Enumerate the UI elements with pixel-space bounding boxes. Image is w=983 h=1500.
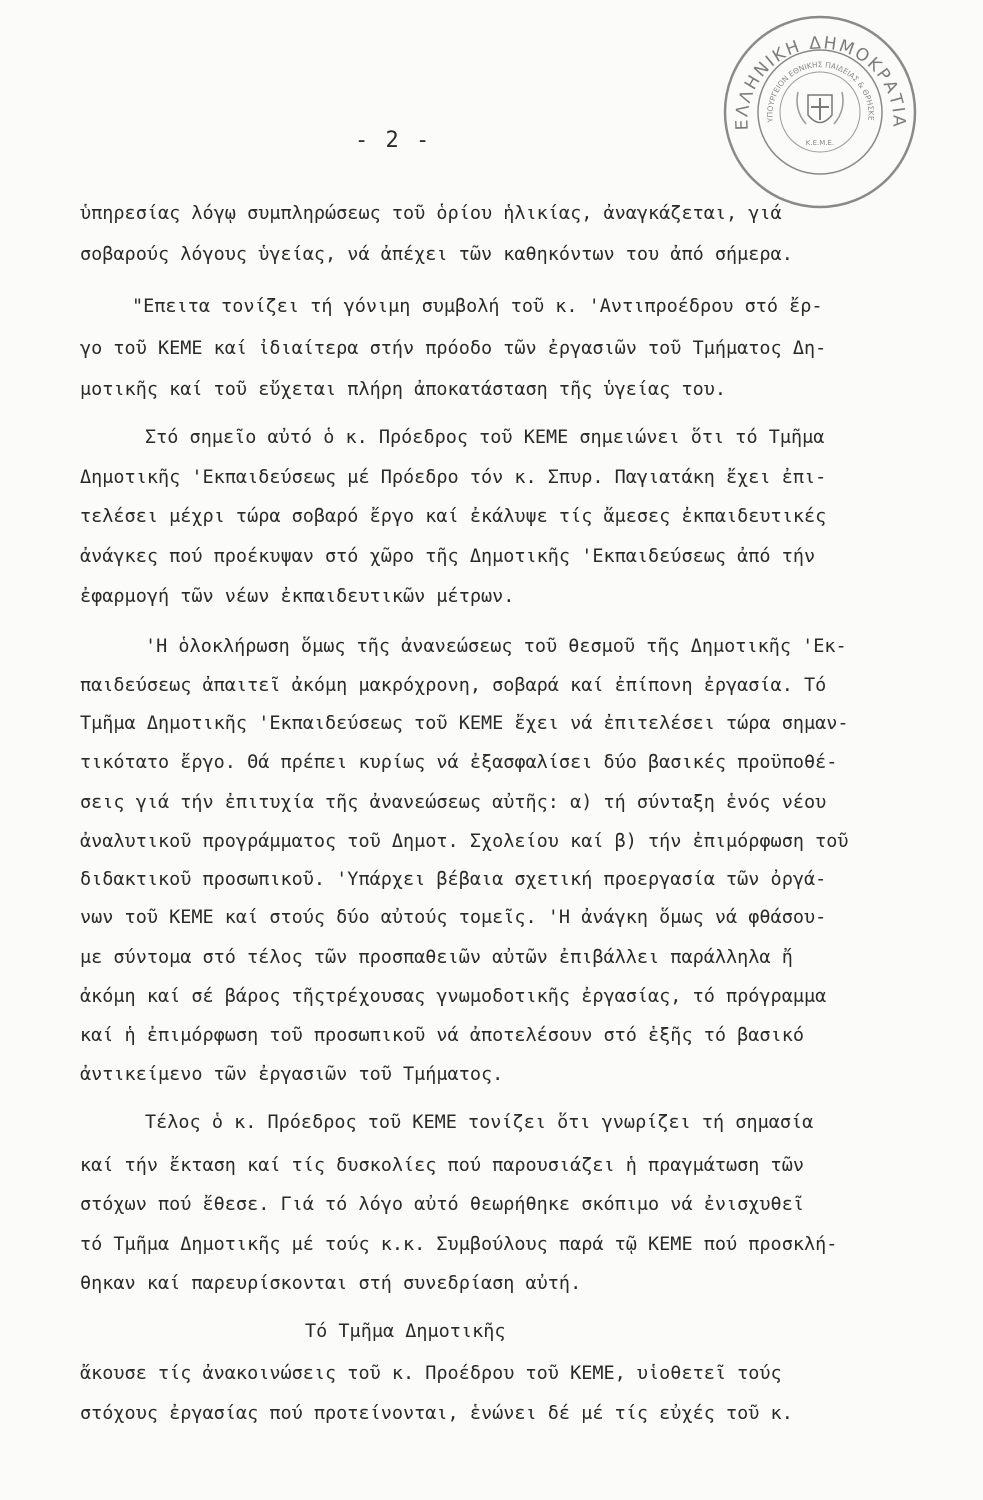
page-number: - 2 - — [355, 128, 432, 153]
text-line: Τέλος ὁ κ. Πρόεδρος τοῦ ΚΕΜΕ τονίζει ὅτι γνωρίζει τή σημασία — [145, 1112, 814, 1133]
text-line: στόχους ἐργασίας πού προτείνονται, ἑνώνει δέ μέ τίς εὐχές τοῦ κ. — [80, 1403, 793, 1424]
text-line: ἀκόμη καί σέ βάρος τῆςτρέχουσας γνωμοδοτικῆς ἐργασίας, τό πρόγραμμα — [80, 986, 827, 1007]
text-line: "Επειτα τονίζει τή γόνιμη συμβολή τοῦ κ. 'Αντιπροέδρου στό ἔρ- — [132, 296, 823, 317]
text-line: ἀναλυτικοῦ προγράμματος τοῦ Δημοτ. Σχολείου καί β) τήν ἐπιμόρφωση τοῦ — [80, 831, 849, 852]
text-line: ἐφαρμογή τῶν νέων ἐκπαιδευτικῶν μέτρων. — [80, 586, 515, 607]
text-line: ὑπηρεσίας λόγῳ συμπληρώσεως τοῦ ὁρίου ἡλικίας, ἀναγκάζεται, γιά — [80, 203, 782, 224]
text-line: καί τήν ἔκταση καί τίς δυσκολίες πού παρουσιάζει ἡ πραγμάτωση τῶν — [80, 1155, 804, 1176]
text-line: γο τοῦ ΚΕΜΕ καί ἰδιαίτερα στήν πρόοδο τῶν ἐργασιῶν τοῦ Τμήματος Δη- — [80, 338, 827, 359]
text-line: τελέσει μέχρι τώρα σοβαρό ἔργο καί ἐκάλυψε τίς ἄμεσες ἐκπαιδευτικές — [80, 506, 827, 527]
text-line: Στό σημεῖο αὐτό ὁ κ. Πρόεδρος τοῦ ΚΕΜΕ σημειώνει ὅτι τό Τμῆμα — [145, 427, 825, 448]
text-line: νων τοῦ ΚΕΜΕ καί στούς δύο αὐτούς τομεῖς. 'Η ἀνάγκη ὅμως νά φθάσου- — [80, 907, 827, 928]
official-stamp — [718, 10, 923, 215]
section-heading: Τό Τμῆμα Δημοτικῆς — [305, 1321, 506, 1342]
text-line: θηκαν καί παρευρίσκονται στή συνεδρίαση αὐτή. — [80, 1273, 582, 1294]
text-line: Τμῆμα Δημοτικῆς 'Εκπαιδεύσεως τοῦ ΚΕΜΕ ἔχει νά ἐπιτελέσει τώρα σημαν- — [80, 713, 849, 734]
stamp-center-text: Κ.Ε.Μ.Ε. — [805, 139, 835, 147]
text-line: Δημοτικῆς 'Εκπαιδεύσεως μέ Πρόεδρο τόν κ. Σπυρ. Παγιατάκη ἔχει ἐπι- — [80, 467, 827, 488]
coat-of-arms-icon — [797, 92, 843, 124]
text-line: σοβαρούς λόγους ὑγείας, νά ἀπέχει τῶν καθηκόντων του ἀπό σήμερα. — [80, 244, 793, 265]
stamp-seal-icon — [718, 10, 923, 215]
text-line: παιδεύσεως ἀπαιτεῖ ἀκόμη μακρόχρονη, σοβαρά καί ἐπίπονη ἐργασία. Τό — [80, 675, 827, 696]
text-line: ἀνάγκες πού προέκυψαν στό χῶρο τῆς Δημοτικῆς 'Εκπαιδεύσεως ἀπό τήν — [80, 546, 816, 567]
stamp-inner-text: ΥΠΟΥΡΓΕΙΟΝ ΕΘΝΙΚΗΣ ΠΑΙΔΕΙΑΣ & ΘΡΗΣΚΕ — [765, 60, 876, 123]
text-line: μοτικῆς καί τοῦ εὔχεται πλήρη ἀποκατάσταση τῆς ὑγείας του. — [80, 379, 727, 400]
text-line: καί ἡ ἐπιμόρφωση τοῦ προσωπικοῦ νά ἀποτελέσουν στό ἑξῆς τό βασικό — [80, 1025, 804, 1046]
text-line: 'Η ὁλοκλήρωση ὅμως τῆς ἀνανεώσεως τοῦ θεσμοῦ τῆς Δημοτικῆς 'Εκ- — [145, 636, 847, 657]
text-line: διδακτικοῦ προσωπικοῦ. 'Υπάρχει βέβαια σχετική προεργασία τῶν ὀργά- — [80, 869, 827, 890]
text-line: με σύντομα στό τέλος τῶν προσπαθειῶν αὐτῶν ἐπιβάλλει παράλληλα ἤ — [80, 947, 793, 968]
text-line: τικότατο ἔργο. Θά πρέπει κυρίως νά ἐξασφαλίσει δύο βασικές προϋποθέ- — [80, 752, 838, 773]
text-line: σεις γιά τήν ἐπιτυχία τῆς ἀνανεώσεως αὐτῆς: α) τή σύνταξη ἑνός νέου — [80, 792, 827, 813]
text-line: στόχων πού ἔθεσε. Γιά τό λόγο αὐτό θεωρήθηκε σκόπιμο νά ἐνισχυθεῖ — [80, 1194, 804, 1215]
text-line: ἀντικείμενο τῶν ἐργασιῶν τοῦ Τμήματος. — [80, 1064, 504, 1085]
text-line: τό Τμῆμα Δημοτικῆς μέ τούς κ.κ. Συμβούλους παρά τῷ ΚΕΜΕ πού προσκλή- — [80, 1234, 838, 1255]
text-line: ἄκουσε τίς ἀνακοινώσεις τοῦ κ. Προέδρου τοῦ ΚΕΜΕ, υἱοθετεῖ τούς — [80, 1363, 782, 1384]
stamp-outer-text: ΕΛΛΗΝΙΚΗ ΔΗΜΟΚΡΑΤΙΑ — [732, 33, 909, 131]
